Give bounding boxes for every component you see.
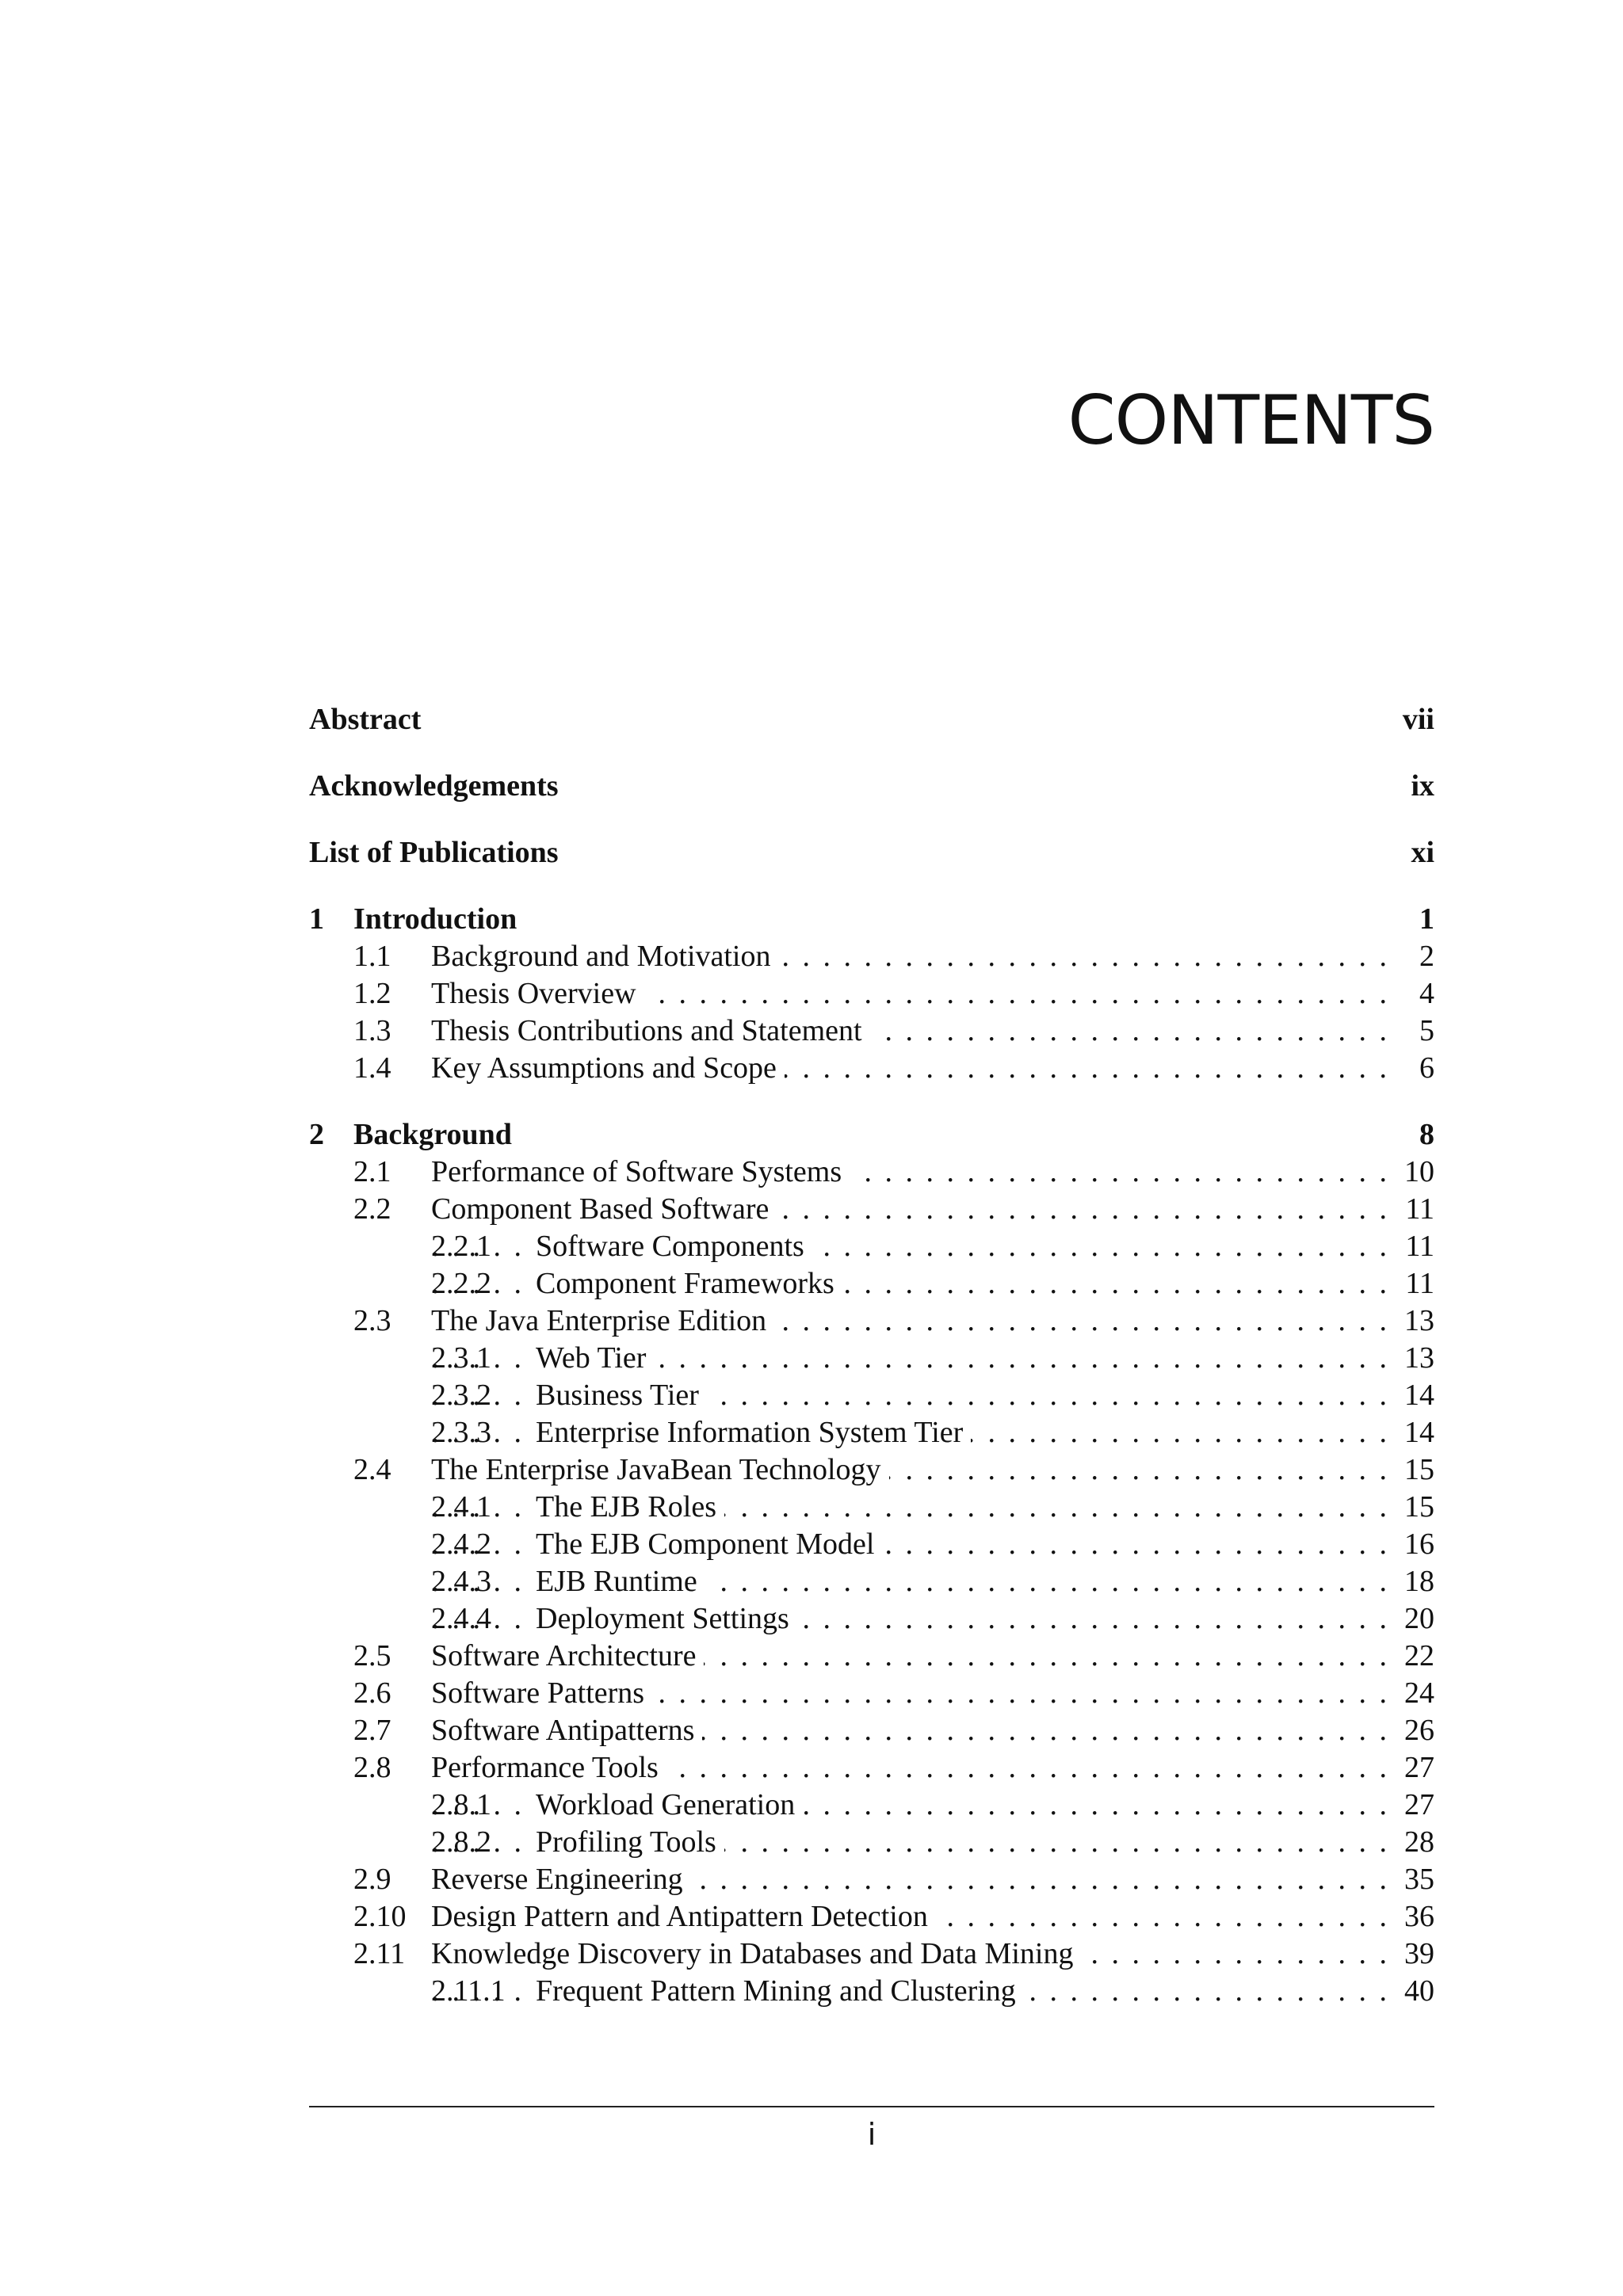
toc-section-entry-number: 1.4	[353, 1051, 391, 1085]
toc-subsection-entry[interactable]	[309, 1414, 1434, 1451]
toc-subsection-entry[interactable]	[309, 1377, 1434, 1414]
toc-section-entry-title: Key Assumptions and Scope	[431, 1050, 785, 1087]
toc-subsection-entry-number: 2.2.2	[431, 1267, 491, 1300]
toc-subsection-entry[interactable]	[309, 1600, 1434, 1638]
toc-subsection-entry-number: 2.3.2	[431, 1379, 491, 1412]
toc-section-entry[interactable]	[309, 1302, 1434, 1340]
toc-section-entry-title: Knowledge Discovery in Databases and Data Mining	[431, 1936, 1081, 1973]
toc-subsection-entry-number: 2.3.1	[431, 1341, 491, 1375]
toc-front-matter-entry[interactable]	[309, 768, 1434, 834]
toc-section-entry[interactable]	[309, 1936, 1434, 1973]
toc-front-matter-entry-title: Abstract	[309, 701, 429, 738]
page-title: CONTENTS	[1067, 381, 1434, 460]
toc-subsection-entry-page: 15	[1396, 1489, 1434, 1526]
toc-subsection-entry-page: 14	[1396, 1414, 1434, 1451]
toc-subsection-entry[interactable]	[309, 1489, 1434, 1526]
toc-subsection-entry-title: Web Tier	[536, 1340, 654, 1377]
toc-subsection-entry-number: 2.4.1	[431, 1490, 491, 1524]
toc-section-entry-title: Performance of Software Systems	[431, 1154, 850, 1191]
toc-subsection-entry[interactable]	[309, 1563, 1434, 1600]
toc-front-matter-entry-page: vii	[1395, 701, 1434, 738]
toc-section-entry[interactable]	[309, 1451, 1434, 1489]
toc-section-entry[interactable]	[309, 1898, 1434, 1936]
toc-section-entry-number: 2.2	[353, 1192, 391, 1226]
toc-section-entry[interactable]	[309, 1154, 1434, 1191]
toc-front-matter-entry[interactable]	[309, 701, 1434, 768]
toc-section-entry[interactable]	[309, 1861, 1434, 1898]
toc-section-entry-title: The Enterprise JavaBean Technology	[431, 1451, 889, 1489]
toc-section-entry-title: The Java Enterprise Edition	[431, 1302, 774, 1340]
toc-section-entry[interactable]	[309, 938, 1434, 975]
toc-subsection-entry-title: Enterprise Information System Tier	[536, 1414, 971, 1451]
toc-subsection-entry[interactable]	[309, 1787, 1434, 1824]
toc-section-entry-page: 2	[1411, 938, 1434, 975]
toc-subsection-entry-title: EJB Runtime	[536, 1563, 705, 1600]
toc-subsection-entry-number: 2.2.1	[431, 1230, 491, 1263]
toc-subsection-entry[interactable]	[309, 1228, 1434, 1265]
toc-subsection-entry-page: 18	[1396, 1563, 1434, 1600]
toc-section-entry[interactable]	[309, 1638, 1434, 1675]
toc-section-entry-number: 2.3	[353, 1304, 391, 1337]
toc-subsection-entry[interactable]	[309, 1526, 1434, 1563]
toc-subsection-entry[interactable]	[309, 1824, 1434, 1861]
toc-section-entry-number: 2.7	[353, 1714, 391, 1747]
toc-chapter-entry[interactable]	[309, 1116, 1434, 1154]
footer-rule	[309, 2106, 1434, 2107]
toc-section-entry[interactable]	[309, 1013, 1434, 1050]
toc-section-entry-page: 11	[1397, 1191, 1434, 1228]
toc-front-matter-entry-title: Acknowledgements	[309, 768, 567, 805]
toc-front-matter-entry-page: ix	[1403, 768, 1434, 805]
toc-chapter-entry-number: 1	[309, 902, 324, 936]
table-of-contents	[309, 701, 1434, 2010]
toc-subsection-entry[interactable]	[309, 1973, 1434, 2010]
toc-section-entry[interactable]	[309, 1749, 1434, 1787]
toc-subsection-entry-title: Workload Generation	[536, 1787, 803, 1824]
toc-section-entry-title: Thesis Contributions and Statement	[431, 1013, 870, 1050]
toc-section-entry[interactable]	[309, 1675, 1434, 1712]
toc-subsection-entry-number: 2.8.2	[431, 1825, 491, 1859]
toc-section-entry-page: 5	[1411, 1013, 1434, 1050]
toc-section-entry[interactable]	[309, 1191, 1434, 1228]
toc-chapter-entry-page: 1	[1411, 901, 1434, 938]
toc-subsection-entry-page: 11	[1397, 1228, 1434, 1265]
page-number: i	[867, 2117, 876, 2152]
toc-section-entry-page: 26	[1396, 1712, 1434, 1749]
toc-front-matter-entry-page: xi	[1403, 834, 1434, 871]
toc-subsection-entry-page: 28	[1396, 1824, 1434, 1861]
toc-section-entry-title: Reverse Engineering	[431, 1861, 691, 1898]
toc-section-entry-number: 1.3	[353, 1014, 391, 1047]
toc-section-entry-number: 2.8	[353, 1751, 391, 1784]
toc-section-entry-number: 2.6	[353, 1676, 391, 1710]
toc-chapter-entry-page: 8	[1411, 1116, 1434, 1154]
toc-section-entry-page: 35	[1396, 1861, 1434, 1898]
toc-subsection-entry[interactable]	[309, 1340, 1434, 1377]
toc-section-entry-page: 36	[1396, 1898, 1434, 1936]
toc-section-entry[interactable]	[309, 1712, 1434, 1749]
toc-section-entry-number: 1.1	[353, 940, 391, 973]
toc-section-entry-title: Performance Tools	[431, 1749, 666, 1787]
toc-chapter-entry[interactable]	[309, 901, 1434, 938]
toc-section-entry-page: 24	[1396, 1675, 1434, 1712]
toc-subsection-entry-page: 40	[1396, 1973, 1434, 2010]
toc-section-entry-page: 27	[1396, 1749, 1434, 1787]
toc-chapter-entry-number: 2	[309, 1118, 324, 1151]
toc-section-entry-title: Thesis Overview	[431, 975, 644, 1013]
toc-subsection-entry-title: The EJB Component Model	[536, 1526, 882, 1563]
toc-section-entry-title: Design Pattern and Antipattern Detection	[431, 1898, 936, 1936]
toc-subsection-entry-title: Business Tier	[536, 1377, 707, 1414]
toc-subsection-entry-page: 14	[1396, 1377, 1434, 1414]
toc-section-entry-number: 2.5	[353, 1639, 391, 1672]
toc-subsection-entry-title: The EJB Roles	[536, 1489, 724, 1526]
toc-subsection-entry-page: 27	[1396, 1787, 1434, 1824]
toc-front-matter-entry-title: List of Publications	[309, 834, 567, 871]
toc-section-entry-number: 2.1	[353, 1155, 391, 1188]
toc-section-entry-number: 2.4	[353, 1453, 391, 1486]
toc-section-entry-title: Background and Motivation	[431, 938, 778, 975]
toc-section-entry-title: Software Patterns	[431, 1675, 652, 1712]
toc-section-entry-page: 10	[1396, 1154, 1434, 1191]
toc-section-entry-page: 22	[1396, 1638, 1434, 1675]
toc-section-entry-title: Software Antipatterns	[431, 1712, 702, 1749]
toc-subsection-entry-title: Deployment Settings	[536, 1600, 797, 1638]
toc-subsection-entry-title: Software Components	[536, 1228, 812, 1265]
toc-subsection-entry-page: 11	[1397, 1265, 1434, 1302]
toc-subsection-entry-number: 2.4.4	[431, 1602, 491, 1635]
toc-section-entry-page: 4	[1411, 975, 1434, 1013]
toc-section-entry-page: 15	[1396, 1451, 1434, 1489]
toc-section-entry-title: Software Architecture	[431, 1638, 704, 1675]
toc-subsection-entry-number: 2.4.3	[431, 1565, 491, 1598]
toc-subsection-entry-title: Component Frameworks	[536, 1265, 842, 1302]
toc-chapter-entry-title: Introduction	[353, 901, 525, 938]
toc-subsection-entry-page: 13	[1396, 1340, 1434, 1377]
toc-section-entry-page: 13	[1396, 1302, 1434, 1340]
toc-section-entry-page: 39	[1396, 1936, 1434, 1973]
toc-subsection-entry-number: 2.11.1	[431, 1974, 506, 2008]
toc-section-entry[interactable]	[309, 1050, 1434, 1087]
toc-subsection-entry-title: Profiling Tools	[536, 1824, 724, 1861]
toc-section-entry-page: 6	[1411, 1050, 1434, 1087]
toc-subsection-entry-title: Frequent Pattern Mining and Clustering	[536, 1973, 1024, 2010]
toc-chapter-entry-title: Background	[353, 1116, 520, 1154]
toc-subsection-entry-page: 16	[1396, 1526, 1434, 1563]
toc-section-entry-number: 2.10	[353, 1900, 407, 1933]
toc-subsection-entry[interactable]	[309, 1265, 1434, 1302]
toc-section-entry-number: 2.11	[353, 1937, 406, 1970]
toc-front-matter-entry[interactable]	[309, 834, 1434, 901]
toc-section-entry-number: 1.2	[353, 977, 391, 1010]
toc-section-entry[interactable]	[309, 975, 1434, 1013]
toc-subsection-entry-page: 20	[1396, 1600, 1434, 1638]
toc-section-entry-number: 2.9	[353, 1863, 391, 1896]
toc-subsection-entry-number: 2.4.2	[431, 1527, 491, 1561]
toc-subsection-entry-number: 2.8.1	[431, 1788, 491, 1821]
toc-subsection-entry-number: 2.3.3	[431, 1416, 491, 1449]
toc-section-entry-title: Component Based Software	[431, 1191, 777, 1228]
